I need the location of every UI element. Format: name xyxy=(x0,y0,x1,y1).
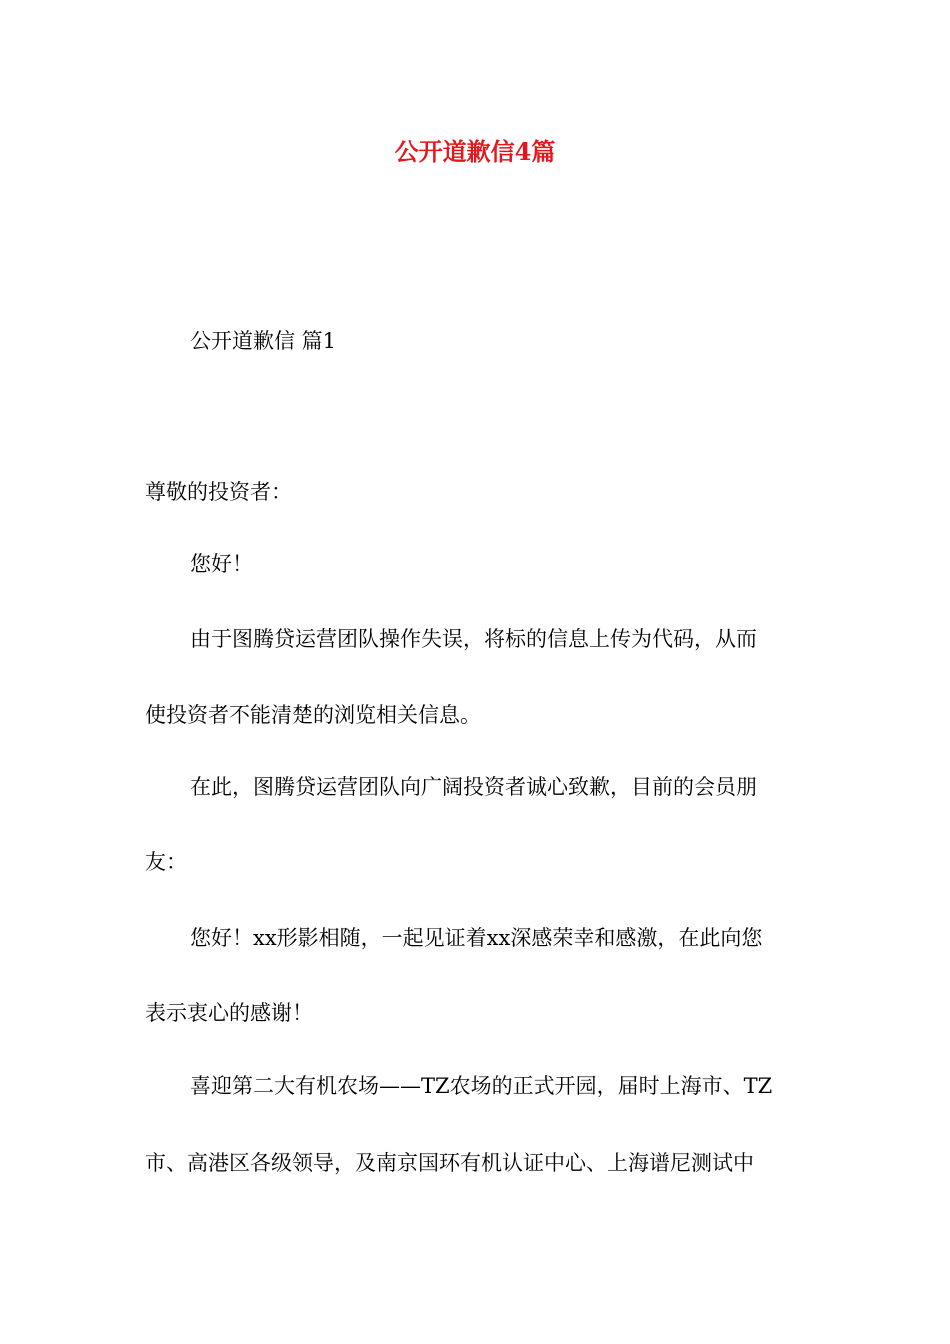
paragraph-line: 市、高港区各级领导，及南京国环有机认证中心、上海谱尼测试中 xyxy=(145,1151,754,1175)
section-heading: 公开道歉信 篇1 xyxy=(190,329,337,353)
paragraph-line: 喜迎第二大有机农场——TZ农场的正式开园，届时上海市、TZ xyxy=(190,1074,773,1098)
paragraph-line: 表示衷心的感谢！ xyxy=(145,1001,313,1025)
document-title: 公开道歉信4篇 xyxy=(394,137,556,166)
paragraph-line: 您好！xx形影相随，一起见证着xx深感荣幸和感激，在此向您 xyxy=(190,926,763,950)
paragraph-line: 使投资者不能清楚的浏览相关信息。 xyxy=(145,703,481,727)
paragraph-line: 由于图腾贷运营团队操作失误，将标的信息上传为代码，从而 xyxy=(190,627,757,651)
salutation-line: 尊敬的投资者： xyxy=(145,480,292,504)
paragraph-line: 在此，图腾贷运营团队向广阔投资者诚心致歉，目前的会员朋 xyxy=(190,775,757,799)
paragraph-line: 友： xyxy=(145,850,187,874)
greeting-line: 您好！ xyxy=(190,552,253,576)
